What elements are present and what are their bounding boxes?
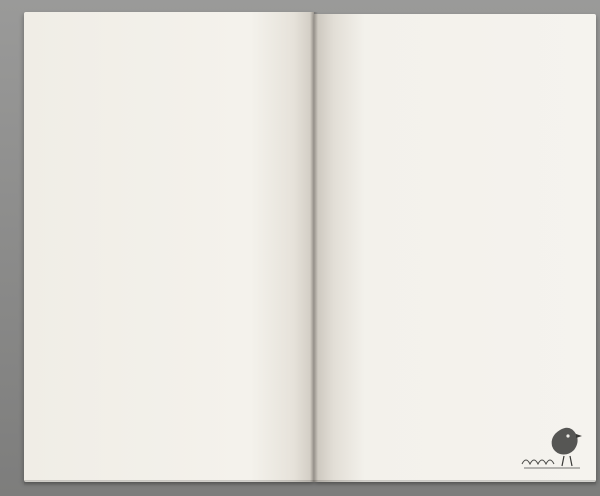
right-page bbox=[314, 14, 596, 482]
bird-stamp-icon bbox=[520, 420, 584, 472]
book-spine-shadow bbox=[310, 12, 318, 482]
page-edge-shadow bbox=[24, 480, 596, 486]
left-page bbox=[24, 12, 314, 482]
